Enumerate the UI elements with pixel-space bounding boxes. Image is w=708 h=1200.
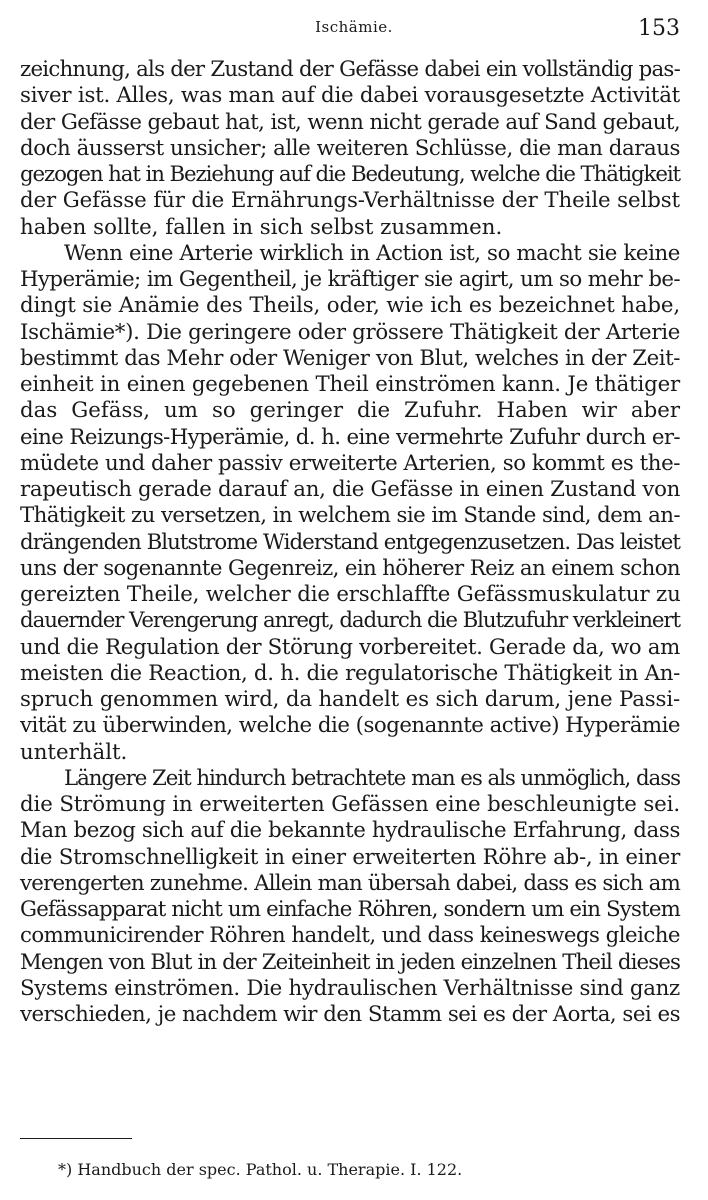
text-line: das Gefäss, um so geringer die Zufuhr. Haben wir aber	[20, 398, 680, 424]
text-line: unterhält.	[20, 739, 128, 765]
text-line: Längere Zeit hindurch betrachtete man es als unmöglich, dass	[64, 765, 680, 791]
text-line: vität zu überwinden, welche die (sogenannte active) Hyperämie	[20, 713, 680, 739]
page-number: 153	[638, 16, 680, 41]
text-line: rapeutisch gerade darauf an, die Gefässe in einen Zustand von	[20, 477, 680, 502]
text-line: müdete und daher passiv erweiterte Arterien, so kommt es the-	[20, 450, 680, 476]
text-line: gezogen hat in Beziehung auf die Bedeutung, welche die Thätigkeit	[20, 162, 680, 187]
text-line: bestimmt das Mehr oder Weniger von Blut, welches in der Zeit-	[20, 345, 680, 371]
text-line: doch äusserst unsicher; alle weiteren Schlüsse, die man daraus	[20, 135, 680, 161]
text-line: zeichnung, als der Zustand der Gefässe dabei ein vollständig pas-	[20, 57, 680, 82]
text-line: und die Regulation der Störung vorbereitet. Gerade da, wo am	[20, 634, 680, 660]
text-line: spruch genommen wird, da handelt es sich darum, jene Passi-	[20, 687, 680, 712]
text-line: siver ist. Alles, was man auf die dabei vorausgesetzte Activität	[20, 83, 680, 109]
text-line: Wenn eine Arterie wirklich in Action ist, so macht sie keine	[64, 240, 680, 266]
text-line: uns der sogenannte Gegenreiz, ein höherer Reiz an einem schon	[20, 555, 680, 581]
text-line: drängenden Blutstrome Widerstand entgegenzusetzen. Das leistet	[20, 529, 680, 555]
running-title: Ischämie.	[315, 18, 393, 36]
text-line: communicirender Röhren handelt, und dass keineswegs gleiche	[20, 923, 680, 949]
text-line: meisten die Reaction, d. h. die regulatorische Thätigkeit in An-	[20, 660, 680, 686]
text-line: Man bezog sich auf die bekannte hydraulische Erfahrung, dass	[20, 818, 680, 844]
body-text	[20, 57, 680, 1028]
text-line: eine Reizungs-Hyperämie, d. h. eine vermehrte Zufuhr durch er-	[20, 424, 680, 450]
text-line: Thätigkeit zu versetzen, in welchem sie im Stande sind, dem an-	[20, 503, 680, 529]
text-line: Hyperämie; im Gegentheil, je kräftiger sie agirt, um so mehr be-	[20, 267, 680, 292]
text-line: Ischämie*). Die geringere oder grössere Thätigkeit der Arterie	[20, 319, 680, 345]
text-line: die Stromschnelligkeit in einer erweiterten Röhre ab-, in einer	[20, 844, 680, 870]
text-line: Gefässapparat nicht um einfache Röhren, sondern um ein System	[20, 897, 680, 922]
text-line: der Gefässe für die Ernährungs-Verhältnisse der Theile selbst	[20, 188, 680, 214]
text-line: einheit in einen gegebenen Theil einströmen kann. Je thätiger	[20, 372, 680, 397]
text-line: gereizten Theile, welcher die erschlaffte Gefässmuskulatur zu	[20, 582, 681, 607]
text-line: dauernder Verengerung anregt, dadurch die Blutzufuhr verkleinert	[20, 608, 680, 634]
text-line: die Strömung in erweiterten Gefässen eine beschleunigte sei.	[20, 792, 680, 817]
text-line: Mengen von Blut in der Zeiteinheit in jeden einzelnen Theil dieses	[20, 949, 680, 975]
footnote: *) Handbuch der spec. Pathol. u. Therapie. I. 122.	[58, 1160, 463, 1179]
text-line: Systems einströmen. Die hydraulischen Verhältnisse sind ganz	[20, 975, 680, 1001]
text-line: haben sollte, fallen in sich selbst zusammen.	[20, 214, 503, 240]
page-header	[0, 14, 708, 48]
footnote-divider	[20, 1138, 132, 1139]
text-line: der Gefässe gebaut hat, ist, wenn nicht gerade auf Sand gebaut,	[20, 109, 680, 135]
text-line: verengerten zunehme. Allein man übersah dabei, dass es sich am	[20, 870, 680, 896]
text-line: verschieden, je nachdem wir den Stamm sei es der Aorta, sei es	[20, 1002, 680, 1027]
text-line: dingt sie Anämie des Theils, oder, wie ich es bezeichnet habe,	[20, 293, 680, 319]
